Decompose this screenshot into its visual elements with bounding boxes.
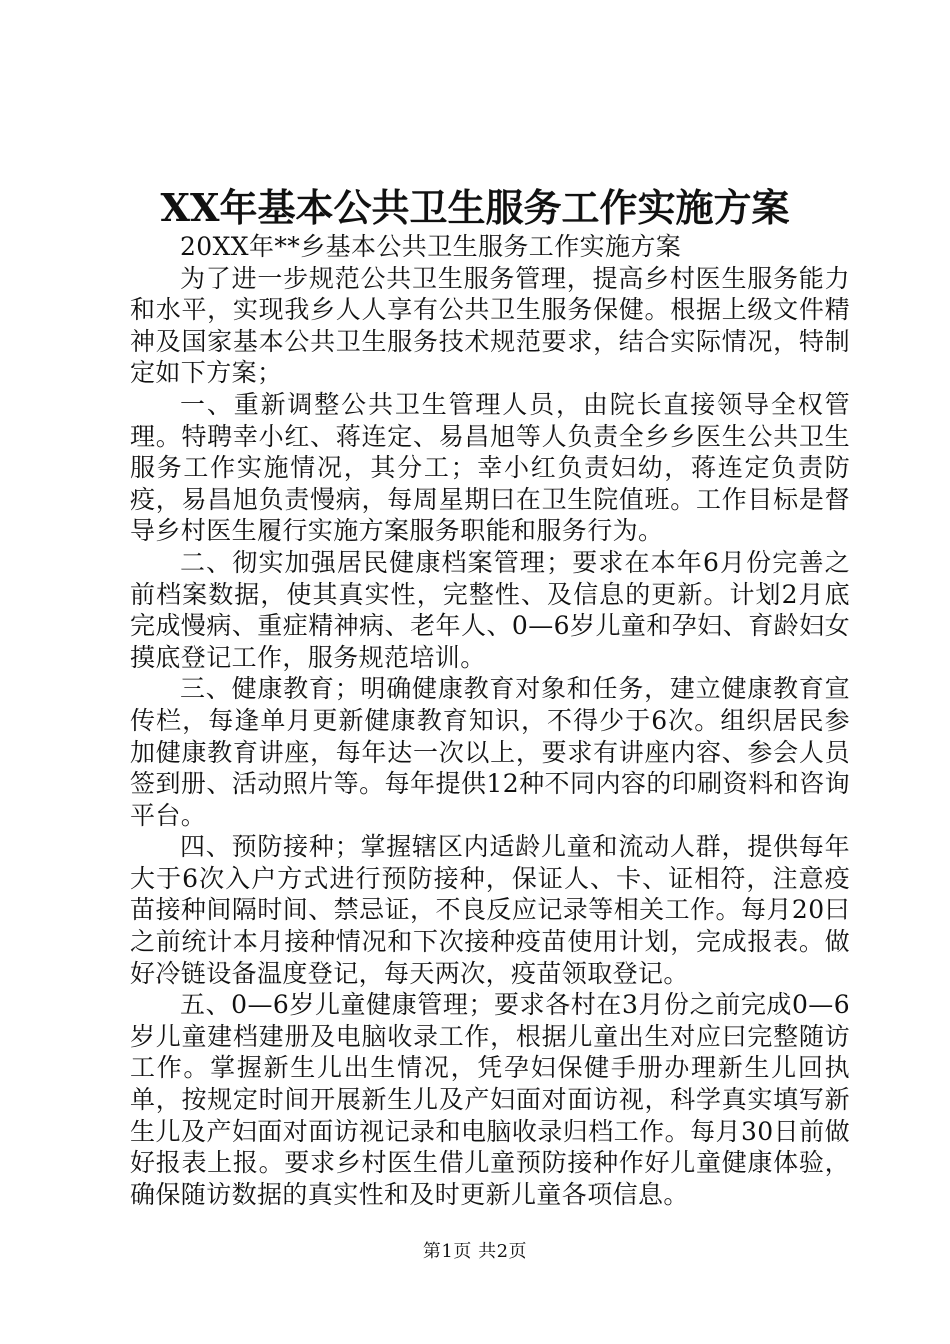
- paragraph-section-5: 五、0—6岁儿童健康管理；要求各村在3月份之前完成0—6岁儿童建档建册及电脑收录工作，根据儿童出生对应曰完整随访工作。掌握新生儿出生情况，凭孕妇保健手册办理新生儿回执单，按规定时间开展新生儿及产妇面对面访视，科学真实填写新生儿及产妇面对面访视记录和电脑收录归档工作。每月30日前做好报表上报。要求乡村医生借儿童预防接种作好儿童健康体验，确保随访数据的真实性和及时更新儿童各项信息。: [130, 990, 850, 1209]
- paragraph-intro: 为了进一步规范公共卫生服务管理，提高乡村医生服务能力和水平，实现我乡人人享有公共卫生服务保健。根据上级文件精神及国家基本公共卫生服务技术规范要求，结合实际情况，特制定如下方案；: [130, 263, 850, 388]
- paragraph-section-3: 三、健康教育；明确健康教育对象和任务，建立健康教育宣传栏，每逢单月更新健康教育知识，不得少于6次。组织居民参加健康教育讲座，每年达一次以上，要求有讲座内容、参会人员签到册、活动照片等。每年提供12种不同内容的印刷资料和咨询平台。: [130, 674, 850, 830]
- document-body: [130, 231, 850, 1210]
- paragraph-section-1: 一、重新调整公共卫生管理人员，由院长直接领导全权管理。特聘幸小红、蒋连定、易昌旭等人负责全乡乡医生公共卫生服务工作实施情况，其分工；幸小红负责妇幼，蒋连定负责防疫，易昌旭负责慢病，每周星期曰在卫生院值班。工作目标是督导乡村医生履行实施方案服务职能和服务行为。: [130, 389, 850, 546]
- page-footer: 第1页 共2页: [422, 1241, 528, 1262]
- paragraph-section-2: 二、彻实加强居民健康档案管理；要求在本年6月份完善之前档案数据，使其真实性，完整性、及信息的更新。计划2月底完成慢病、重症精神病、老年人、0—6岁儿童和孕妇、育龄妇女摸底登记工作，服务规范培训。: [130, 547, 850, 672]
- document-title: XX年基本公共卫生服务工作实施方案: [160, 185, 790, 230]
- document-subtitle: 20XX年**乡基本公共卫生服务工作实施方案: [180, 232, 682, 261]
- paragraph-section-4: 四、预防接种；掌握辖区内适龄儿童和流动人群，提供每年大于6次入户方式进行预防接种，保证人、卡、证相符，注意疫苗接种间隔时间、禁忌证，不良反应记录等相关工作。每月20曰之前统计本月接种情况和下次接种疫苗使用计划，完成报表。做好冷链设备温度登记，每天两次，疫苗领取登记。: [130, 832, 850, 988]
